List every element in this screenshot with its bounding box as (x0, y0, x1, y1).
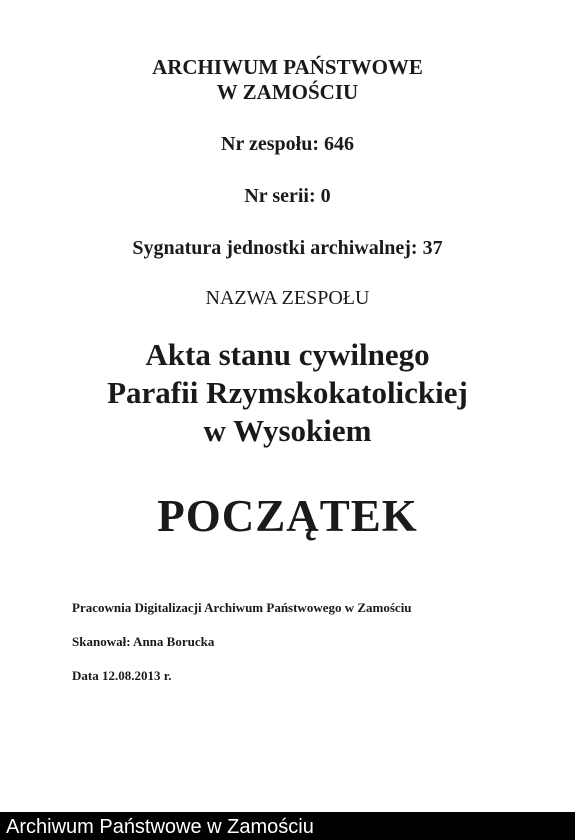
scan-date: Data 12.08.2013 r. (72, 668, 172, 683)
fond-title-line1: Akta stanu cywilnego (145, 337, 430, 372)
fond-title-line2: Parafii Rzymskokatolickiej (107, 375, 468, 410)
fond-number: Nr zespołu: 646 (221, 133, 354, 155)
archive-name-line1: ARCHIWUM PAŃSTWOWE (152, 55, 423, 79)
unit-signature: Sygnatura jednostki archiwalnej: 37 (132, 237, 443, 259)
start-marker: POCZĄTEK (157, 491, 418, 541)
scanned-by: Skanował: Anna Borucka (72, 634, 215, 649)
series-number: Nr serii: 0 (244, 185, 331, 207)
digitization-lab: Pracownia Digitalizacji Archiwum Państwowego w Zamościu (72, 600, 412, 615)
footer-text: Archiwum Państwowe w Zamościu (6, 816, 314, 838)
footer-bar (0, 812, 575, 840)
fond-name-label: NAZWA ZESPOŁU (205, 287, 370, 309)
fond-title-line3: w Wysokiem (203, 413, 372, 448)
archive-name-line2: W ZAMOŚCIU (216, 80, 359, 104)
